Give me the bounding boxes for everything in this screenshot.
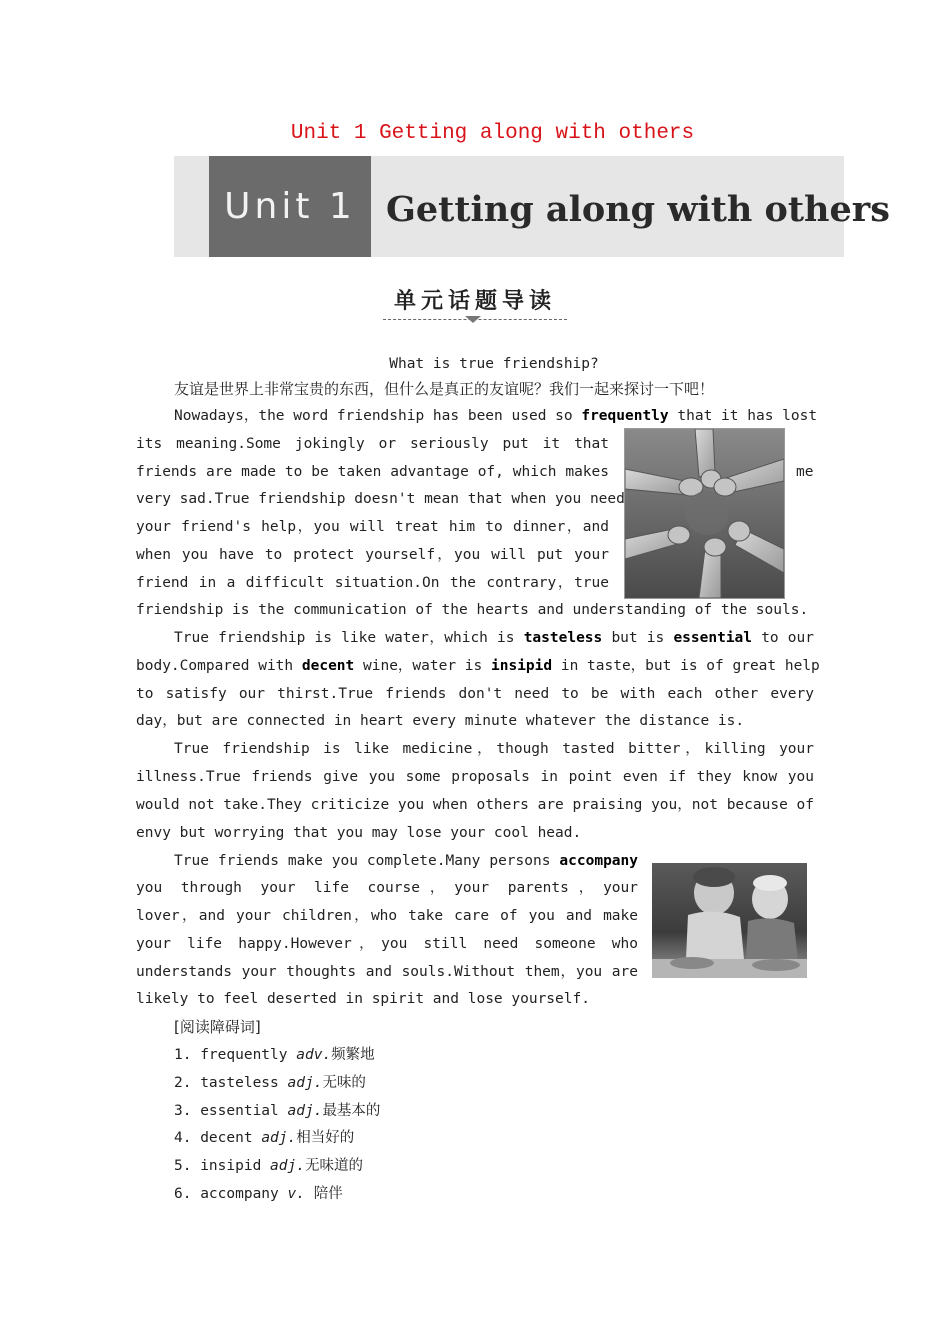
paragraph-4-line-3: lover，and your children，who take care of you and make	[136, 908, 638, 924]
banner-unit-label: Unit 1	[209, 156, 371, 257]
paragraph-2-line-4: day，but are connected in heart every minute whatever the distance is.	[136, 713, 745, 729]
paragraph-1-line-3-tail: me	[796, 464, 814, 480]
heading-arrow-icon	[465, 316, 481, 323]
vocab-heading: [阅读障碍词]	[174, 1018, 261, 1036]
paragraph-4-line-5: understands your thoughts and souls.Without them，you are	[136, 964, 638, 980]
paragraph-1-line-8: friendship is the communication of the hearts and understanding of the souls.	[136, 602, 809, 618]
paragraph-3-line-3: would not take.They criticize you when others are praising you，not because of	[136, 797, 814, 813]
paragraph-4-line-1: True friends make you complete.Many persons accompany	[174, 853, 638, 869]
paragraph-1-line-3: friends are made to be taken advantage of, which makes	[136, 464, 609, 480]
paragraph-3-line-1: True friendship is like medicine，though tasted bitter，killing your	[174, 741, 814, 757]
unit-banner	[174, 156, 890, 257]
article-title: What is true friendship?	[389, 356, 599, 372]
vocab-item: 4. decent adj.相当好的	[174, 1130, 355, 1146]
vocab-item: 5. insipid adj.无味道的	[174, 1158, 363, 1174]
hands-circle-photo	[624, 428, 785, 599]
paragraph-4-line-4: your life happy.However，you still need someone who	[136, 936, 638, 952]
paragraph-1-line-7: friend in a difficult situation.On the contrary，true	[136, 575, 609, 591]
paragraph-2-line-1: True friendship is like water，which is tasteless but is essential to our	[174, 630, 814, 646]
paragraph-4-line-6: likely to feel deserted in spirit and lose yourself.	[136, 991, 590, 1007]
banner-title: Getting along with others	[386, 189, 890, 230]
paragraph-1-line-5: your friend's help，you will treat him to dinner，and	[136, 519, 609, 535]
vocab-item: 3. essential adj.最基本的	[174, 1103, 381, 1119]
paragraph-1-line-1: Nowadays，the word friendship has been used so frequently that it has lost	[174, 408, 818, 424]
section-heading: 单元话题导读	[383, 284, 567, 320]
vocab-item: 6. accompany v. 陪伴	[174, 1186, 343, 1202]
paragraph-2-line-2: body.Compared with decent wine，water is insipid in taste，but is of great help	[136, 658, 820, 674]
paragraph-1-line-6: when you have to protect yourself，you will put your	[136, 547, 609, 563]
article-intro: 友谊是世界上非常宝贵的东西，但什么是真正的友谊呢？我们一起来探讨一下吧！	[174, 380, 715, 398]
page-title: Unit 1 Getting along with others	[290, 122, 695, 145]
paragraph-1-line-4: very sad.True friendship doesn't mean that when you need	[136, 491, 625, 507]
vocab-item: 2. tasteless adj.无味的	[174, 1075, 366, 1091]
paragraph-4-line-2: you through your life course，your parents，your	[136, 880, 638, 896]
paragraph-3-line-2: illness.True friends give you some proposals in point even if they know you	[136, 769, 814, 785]
vocab-item: 1. frequently adv.频繁地	[174, 1047, 375, 1063]
children-photo	[652, 863, 807, 978]
paragraph-1-line-2: its meaning.Some jokingly or seriously put it that	[136, 436, 609, 452]
paragraph-3-line-4: envy but worrying that you may lose your cool head.	[136, 825, 582, 841]
paragraph-2-line-3: to satisfy our thirst.True friends don't need to be with each other every	[136, 686, 814, 702]
